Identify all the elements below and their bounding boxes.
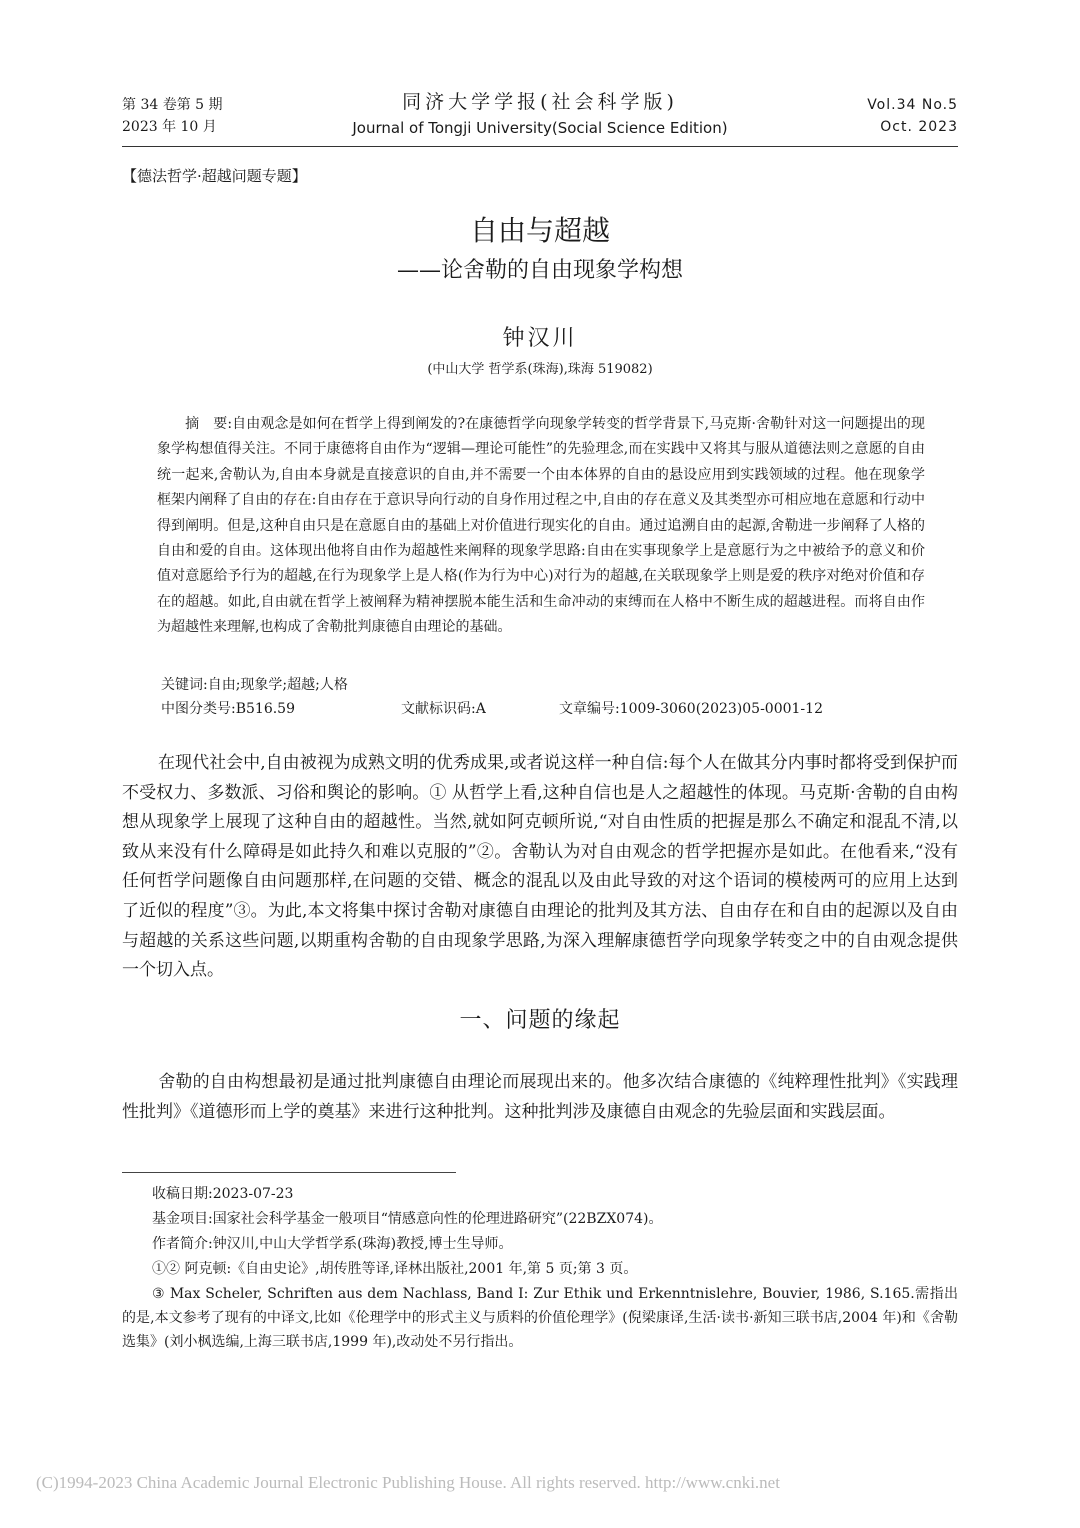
footnote-1-2: ①② 阿克顿:《自由史论》,胡传胜等译,译林出版社,2001 年,第 5 页;第 3 页。 <box>152 1261 638 1277</box>
classification-line <box>161 698 823 720</box>
abstract-label: 摘 要: <box>185 416 233 432</box>
header-left <box>122 94 223 138</box>
author-affiliation: (中山大学 哲学系(珠海),珠海 519082) <box>427 362 653 377</box>
publication-date: 2023 年 10 月 <box>122 119 217 135</box>
article-number: 文章编号:1009-3060(2023)05-0001-12 <box>559 701 823 717</box>
body-paragraph: 在现代社会中,自由被视为成熟文明的优秀成果,或者说这样一种自信:每个人在做其分内事时都将受到保护而不受权力、多数派、习俗和舆论的影响。① 从哲学上看,这种自信也是人之超越性的体现。马克斯·舍勒的自由构想从现象学上展现了这种自由的超越性。当然,就如阿克顿所说,“对自由性质的把握是那么不确定和混乱不清,以致从来没有什么障碍是如此持久和难以克服的”②。舍勒认为对自由观念的哲学把握亦是如此。在他看来,“没有任何哲学问题像自由问题那样,在问题的交错、概念的混乱以及由此导致的对这个语词的模棱两可的应用上达到了近似的程度”③。为此,本文将集中探讨舍勒对康德自由理论的批判及其方法、自由存在和自由的起源以及自由与超越的关系这些问题,以期重构舍勒的自由现象学思路,为深入理解康德哲学向现象学转变之中的自由观念提供一个切入点。 <box>122 753 958 981</box>
journal-title-en: Journal of Tongji University(Social Science Edition) <box>352 119 728 137</box>
received-date: 收稿日期:2023-07-23 <box>152 1186 294 1202</box>
fund-project: 基金项目:国家社会科学基金一般项目“情感意向性的伦理进路研究”(22BZX074)。 <box>152 1211 663 1227</box>
abstract <box>157 412 925 641</box>
abstract-text: 自由观念是如何在哲学上得到阐发的?在康德哲学向现象学转变的哲学背景下,马克斯·舍勒针对这一问题提出的现象学构想值得关注。不同于康德将自由作为“逻辑—理论可能性”的先验理念,而在实践中又将其与服从道德法则之意愿的自由统一起来,舍勒认为,自由本身就是直接意识的自由,并不需要一个由本体界的自由的悬设应用到实践领域的过程。他在现象学框架内阐释了自由的存在:自由存在于意识导向行动的自身作用过程之中,自由的存在意义及其类型亦可相应地在意愿和行动中得到阐明。但是,这种自由只是在意愿自由的基础上对价值进行现实化的自由。通过追溯自由的起源,舍勒进一步阐释了人格的自由和爱的自由。这体现出他将自由作为超越性来阐释的现象学思路:自由在实事现象学上是意愿行为之中被给予的意义和价值对意愿给予行为的超越,在行为现象学上是人格(作为行为中心)对行为的超越,在关联现象学上则是爱的秩序对绝对价值和存在的超越。如此,自由就在哲学上被阐释为精神摆脱本能生活和生命冲动的束缚而在人格中不断生成的超越进程。而将自由作为超越性来理解,也构成了舍勒批判康德自由理论的基础。 <box>157 416 926 636</box>
date-en: Oct. 2023 <box>880 119 958 135</box>
cnki-watermark: (C)1994-2023 China Academic Journal Electronic Publishing House. All rights reserved. http://www.cnki.net <box>36 1473 780 1492</box>
volume-issue: 第 34 卷第 5 期 <box>122 97 223 113</box>
article-subtitle: ——论舍勒的自由现象学构想 <box>396 258 683 283</box>
body-paragraph: 舍勒的自由构想最初是通过批判康德自由理论而展现出来的。他多次结合康德的《纯粹理性批判》《实践理性批判》《道德形而上学的奠基》来进行这种批判。这种批判涉及康德自由观念的先验层面和实践层面。 <box>122 1072 958 1122</box>
section-tag: 【德法哲学·超越问题专题】 <box>122 167 307 185</box>
header-center <box>280 88 800 140</box>
volume-en: Vol.34 No.5 <box>867 97 958 113</box>
header-right <box>867 94 958 138</box>
document-code: 文献标识码:A <box>401 701 486 717</box>
clc-number: 中图分类号:B516.59 <box>161 701 295 717</box>
footnote-divider <box>122 1172 456 1173</box>
author-name: 钟汉川 <box>502 326 578 351</box>
article-title: 自由与超越 <box>469 214 610 247</box>
header-divider <box>122 146 958 147</box>
journal-title-cn: 同济大学学报(社会科学版) <box>402 91 678 113</box>
keywords: 关键词:自由;现象学;超越;人格 <box>161 677 348 693</box>
footnotes <box>122 1182 958 1355</box>
author-bio: 作者简介:钟汉川,中山大学哲学系(珠海)教授,博士生导师。 <box>152 1236 513 1252</box>
section-heading: 一、问题的缘起 <box>459 1008 621 1033</box>
footnote-3: ③ Max Scheler, Schriften aus dem Nachlass, Band I: Zur Ethik und Erkenntnislehre, Bouvier, 1986, S.165.需指出的是,本文参考了现有的中译文,比如《伦理学中的形式主义与质料的价值伦理学》(倪梁康译,生活·读书·新知三联书店,2004 年)和《舍勒选集》(刘小枫选编,上海三联书店,1999 年),改动处不另行指出。 <box>122 1286 958 1350</box>
